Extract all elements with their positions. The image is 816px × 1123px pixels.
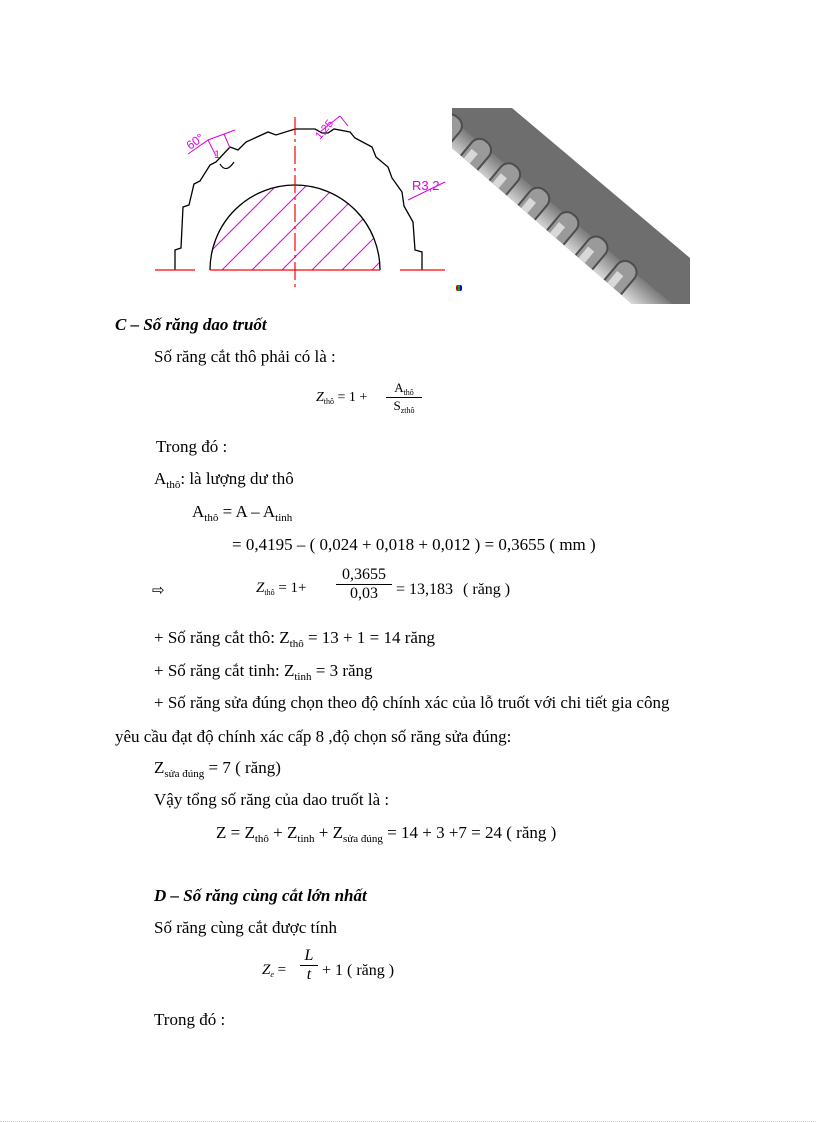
formula-max-teeth: $Z_e$ =: [262, 962, 287, 979]
formula-rough-result: $Z_{thô} = 1+$: [256, 580, 307, 597]
chamfer-label: 1,25: [313, 117, 337, 142]
section-d-line1: Số răng cùng cắt được tính: [154, 918, 337, 937]
where-label-c: Trong đó :: [156, 437, 228, 456]
radius-label: R3,2: [412, 178, 440, 193]
bullet-rough-teeth: + Số răng cắt thô: $Z_{thô} = 13 + 1 = 14$ răng: [154, 628, 435, 650]
formula-d-rest: + 1 ( răng ): [322, 962, 395, 979]
where-label-d: Trong đó :: [154, 1010, 226, 1029]
formula1-den: S: [393, 398, 401, 413]
dim-1-label: 1: [214, 149, 221, 161]
formula1-lhs-sub: thô: [323, 397, 335, 406]
formula1-lhs: Z: [316, 390, 324, 405]
a-eq2-line: = 0,4195 – ( 0,024 + 0,018 + 0,012 ) = 0,3655 ( mm ): [232, 535, 596, 554]
formula2-result: = 13,183 ( răng ): [396, 581, 511, 598]
formula2-fraction: $\frac{0,3655}{0,03}$: [336, 566, 392, 603]
page-bottom-divider: [0, 1121, 816, 1122]
total-formula: $Z = Z_{thô} + Z_{tinh} + Z_{sửa đúng} = 14 + 3 +7 = 24$ ( răng ): [216, 823, 557, 845]
implies-arrow: ⇨: [152, 581, 165, 599]
section-c-line1: Số răng cắt thô phải có là :: [154, 347, 336, 366]
a-def-line: $A_{thô}$: là lượng dư thô: [154, 469, 294, 491]
formula1-fraction: $A_{thô}$ $S_{zthô}$: [386, 380, 422, 415]
angle-label: 60°: [183, 130, 207, 153]
z-correct-line: $Z_{sửa đúng} = 7$ ( răng): [154, 758, 281, 780]
a-eq1-line: $A_{thô} = A - A_{tinh}$: [192, 502, 293, 524]
total-line: Vậy tổng số răng của dao truốt là :: [154, 790, 390, 809]
formula1-num: A: [394, 380, 404, 395]
bullet-correct-teeth-l2: yêu cầu đạt độ chính xác cấp 8 ,độ chọn số răng sửa đúng:: [115, 727, 512, 746]
bullet-finish-teeth: + Số răng cắt tinh: $Z_{tinh} = 3$ răng: [154, 661, 373, 683]
formula-d-fraction: $\frac{L}{t}$: [300, 947, 318, 984]
bullet-correct-teeth-l1: + Số răng sửa đúng chọn theo độ chính xác của lỗ truốt với chi tiết gia công: [154, 693, 670, 712]
broach-3d-render: [452, 108, 690, 304]
formula-rough-teeth: [316, 390, 367, 406]
formula1-eq: = 1 +: [337, 390, 368, 405]
small-marker: [456, 285, 462, 291]
section-d-heading: D – Số răng cùng cắt lớn nhất: [154, 886, 367, 905]
section-c-heading: C – Số răng dao truốt: [115, 315, 267, 334]
broach-tooth-drawing: [150, 112, 450, 287]
